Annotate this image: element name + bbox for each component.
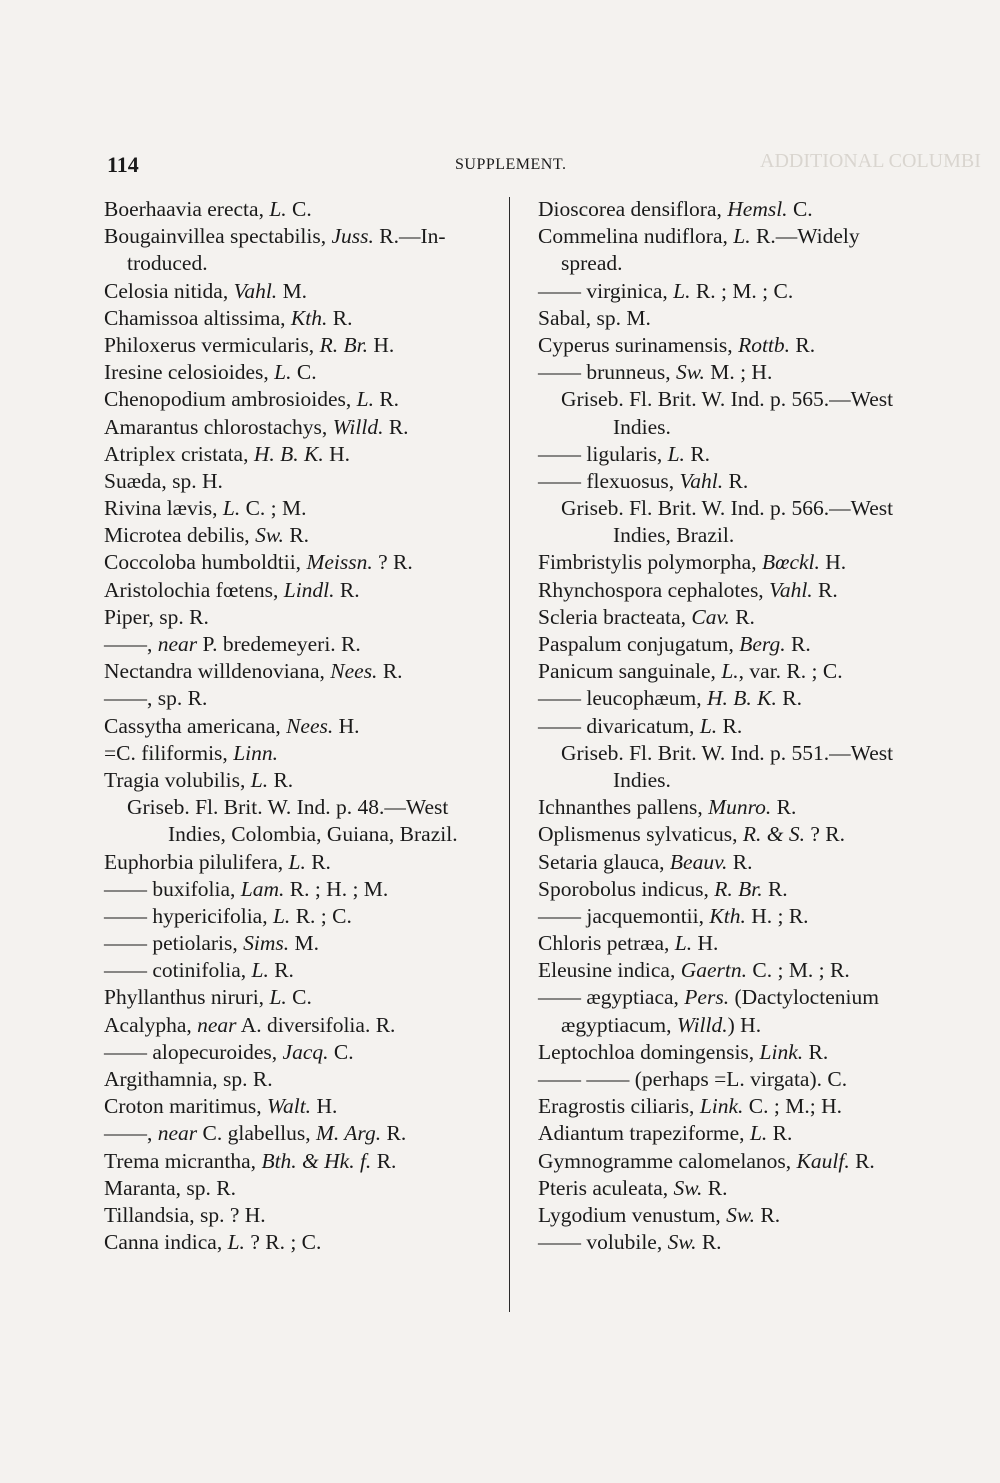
authority-abbrev: Vahl.: [233, 278, 278, 303]
text-line: [104, 1148, 509, 1175]
text-line: [538, 414, 968, 441]
entry-text: —— leucophæum,: [538, 686, 707, 711]
entry-text: —— ægyptiaca,: [538, 985, 685, 1010]
entry-text: ? R.: [804, 822, 845, 847]
entry-text: M.: [289, 931, 320, 956]
entry-text: Griseb. Fl. Brit. W. Ind. p. 565.—West: [561, 387, 894, 412]
text-line: [538, 196, 968, 223]
authority-abbrev: H. B. K.: [253, 441, 324, 466]
entry-text: Phyllanthus niruri,: [104, 985, 270, 1010]
entry-text: C.: [291, 360, 317, 385]
entry-text: R.: [373, 387, 400, 412]
text-line: [104, 196, 509, 223]
authority-abbrev: Link.: [699, 1094, 744, 1119]
entry-text: Tillandsia, sp. ? H.: [104, 1202, 266, 1227]
entry-text: R.: [305, 849, 331, 874]
text-line: [104, 876, 509, 903]
text-line: [538, 740, 968, 767]
entry-text: Argithamnia, sp. R.: [104, 1067, 273, 1091]
authority-abbrev: L.: [288, 849, 306, 874]
entry-text: C.: [286, 985, 312, 1010]
entry-text: R.: [283, 523, 310, 548]
authority-abbrev: Rottb.: [738, 332, 791, 357]
entry-text: H.: [311, 1094, 338, 1119]
authority-abbrev: Juss.: [331, 224, 374, 249]
text-line: [538, 1012, 968, 1039]
entry-text: Paspalum conjugatum,: [538, 632, 740, 656]
authority-abbrev: Bœckl.: [761, 550, 820, 575]
text-line: [104, 441, 509, 468]
authority-abbrev: near: [157, 1121, 198, 1146]
text-line: [104, 984, 509, 1011]
authority-abbrev: Nees.: [330, 659, 378, 684]
text-line: [104, 930, 509, 957]
entry-text: Sporobolus indicus,: [538, 876, 715, 901]
entry-text: R.: [776, 686, 802, 711]
text-line: [104, 1039, 509, 1066]
text-line: [104, 522, 509, 549]
text-line: [538, 468, 968, 495]
entry-text: Croton maritimus,: [104, 1094, 268, 1119]
authority-abbrev: L.: [269, 197, 287, 221]
text-line: [104, 549, 509, 576]
entry-text: R.: [812, 577, 838, 602]
authority-abbrev: Sims.: [243, 931, 290, 956]
entry-text: Fimbristylis polymorpha,: [538, 550, 762, 575]
entry-text: R.: [755, 1202, 781, 1227]
entry-text: R.: [790, 332, 816, 357]
entry-text: C. ; M.; H.: [743, 1094, 842, 1119]
text-line: [104, 468, 509, 495]
text-line: [538, 794, 968, 821]
text-line: [104, 1012, 509, 1039]
authority-abbrev: near: [197, 1012, 237, 1037]
entry-text: C. glabellus,: [197, 1121, 317, 1146]
entry-text: R.: [717, 713, 743, 738]
entry-text: Atriplex cristata,: [104, 441, 254, 466]
text-line: [538, 1093, 968, 1120]
text-line: [538, 685, 968, 712]
entry-text: R.: [371, 1148, 397, 1173]
authority-abbrev: Kth.: [709, 903, 746, 928]
text-line: [104, 332, 509, 359]
entry-text: C.: [328, 1039, 354, 1064]
entry-text: H.: [692, 931, 719, 956]
entry-text: —— divaricatum,: [538, 713, 700, 738]
entry-text: Rivina lævis,: [104, 496, 223, 521]
entry-text: Griseb. Fl. Brit. W. Ind. p. 551.—West: [561, 740, 894, 765]
entry-text: H.: [819, 550, 847, 575]
authority-abbrev: Nees.: [286, 713, 334, 738]
entry-text: Iresine celosioides,: [104, 360, 275, 385]
entry-text: R.: [785, 632, 811, 656]
entry-text: Leptochloa domingensis,: [538, 1039, 760, 1064]
text-line: [104, 658, 509, 685]
authority-abbrev: L.: [673, 278, 691, 303]
text-line: [538, 1175, 968, 1202]
text-line: [538, 821, 968, 848]
entry-text: Griseb. Fl. Brit. W. Ind. p. 48.—West: [127, 795, 449, 820]
text-line: [104, 631, 509, 658]
entry-text: Cyperus surinamensis,: [538, 332, 739, 357]
entry-text: Rhynchospora cephalotes,: [538, 577, 770, 602]
entry-text: R.—In-: [373, 224, 446, 249]
text-line: [538, 1229, 968, 1256]
entry-text: R.: [702, 1175, 728, 1200]
authority-abbrev: Jacq.: [282, 1039, 329, 1064]
text-line: [104, 1093, 509, 1120]
entry-text: ) H.: [727, 1012, 762, 1037]
authority-abbrev: L.: [272, 903, 291, 928]
entry-text: —— alopecuroides,: [104, 1039, 283, 1064]
entry-text: Panicum sanguinale,: [538, 659, 722, 684]
entry-text: ? R.: [372, 550, 413, 575]
authority-abbrev: L.: [274, 360, 292, 385]
authority-abbrev: Hemsl.: [727, 197, 788, 221]
text-line: [104, 821, 509, 848]
entry-text: Indies, Brazil.: [613, 523, 735, 548]
column-divider: [509, 197, 510, 1312]
entry-text: Eleusine indica,: [538, 958, 681, 983]
authority-abbrev: Cav.: [691, 604, 730, 629]
text-line: [538, 849, 968, 876]
entry-text: Setaria glauca,: [538, 849, 670, 874]
text-line: [104, 849, 509, 876]
authority-abbrev: L.: [222, 496, 241, 521]
entry-text: C.: [286, 197, 312, 221]
authority-abbrev: Gaertn.: [680, 958, 747, 983]
authority-abbrev: R. Br.: [319, 332, 368, 357]
entry-text: R. ; M. ; C.: [690, 278, 794, 303]
entry-text: ——, sp. R.: [104, 686, 208, 711]
entry-text: , var. R. ; C.: [738, 659, 843, 684]
entry-text: R.: [767, 1121, 793, 1146]
entry-text: Adiantum trapeziforme,: [538, 1121, 750, 1146]
entry-text: Acalypha,: [104, 1012, 198, 1037]
text-line: [538, 495, 968, 522]
text-line: [538, 631, 968, 658]
entry-text: —— cotinifolia,: [104, 958, 252, 983]
text-line: [538, 658, 968, 685]
text-line: [538, 223, 968, 250]
entry-text: Bougainvillea spectabilis,: [104, 224, 332, 249]
text-line: [104, 794, 509, 821]
entry-text: Indies.: [613, 767, 671, 792]
entry-text: R.: [268, 767, 294, 792]
entry-text: R.: [727, 849, 753, 874]
entry-text: H.: [333, 713, 360, 738]
entry-text: Trema micrantha,: [104, 1148, 262, 1173]
entry-text: Boerhaavia erecta,: [104, 197, 270, 221]
text-line: [104, 250, 509, 277]
entry-text: R.: [771, 795, 797, 820]
authority-abbrev: Walt.: [267, 1094, 312, 1119]
text-line: [538, 250, 968, 277]
text-line: [104, 740, 509, 767]
text-line: [104, 685, 509, 712]
authority-abbrev: Sw.: [675, 360, 705, 385]
entry-text: R.: [762, 876, 788, 901]
entry-text: Oplismenus sylvaticus,: [538, 822, 743, 847]
text-line: [104, 604, 509, 631]
entry-text: Pteris aculeata,: [538, 1175, 674, 1200]
entry-text: H. ; R.: [745, 903, 809, 928]
entry-text: R.: [383, 414, 409, 439]
entry-text: —— buxifolia,: [104, 876, 241, 901]
entry-text: R.: [684, 441, 711, 466]
text-line: [538, 278, 968, 305]
text-line: [538, 767, 968, 794]
entry-text: —— hypericifolia,: [104, 903, 273, 928]
authority-abbrev: Pers.: [684, 985, 730, 1010]
text-line: [104, 1229, 509, 1256]
text-line: [538, 1039, 968, 1066]
authority-abbrev: H. B. K.: [707, 686, 777, 711]
authority-abbrev: Berg.: [739, 632, 786, 656]
entry-text: Chamissoa altissima,: [104, 305, 291, 330]
left-column: [104, 196, 509, 1256]
text-line: [538, 984, 968, 1011]
running-head: SUPPLEMENT.: [455, 156, 567, 173]
entry-text: —— volubile,: [538, 1230, 668, 1255]
text-line: [104, 1120, 509, 1147]
entry-text: R.: [803, 1039, 829, 1064]
authority-abbrev: Beauv.: [669, 849, 728, 874]
entry-text: R.: [849, 1148, 875, 1173]
text-line: [538, 930, 968, 957]
entry-text: C. ; M.: [240, 496, 307, 521]
authority-abbrev: L.: [251, 958, 269, 983]
entry-text: Chloris petræa,: [538, 931, 675, 956]
text-line: [104, 278, 509, 305]
text-line: [538, 876, 968, 903]
entry-text: ——,: [104, 632, 158, 656]
text-line: [538, 1148, 968, 1175]
authority-abbrev: L.: [250, 767, 269, 792]
authority-abbrev: Linn.: [233, 740, 278, 765]
entry-text: R.: [377, 659, 403, 684]
text-line: [104, 903, 509, 930]
entry-text: R.: [723, 468, 749, 493]
text-line: [104, 767, 509, 794]
entry-text: (Dactyloctenium: [729, 985, 879, 1010]
entry-text: R.: [729, 604, 755, 629]
text-line: [104, 577, 509, 604]
authority-abbrev: R. & S.: [742, 822, 805, 847]
entry-text: Microtea debilis,: [104, 523, 256, 548]
authority-abbrev: Vahl.: [679, 468, 724, 493]
entry-text: spread.: [561, 251, 623, 276]
entry-text: Griseb. Fl. Brit. W. Ind. p. 566.—West: [561, 496, 894, 521]
entry-text: Gymnogramme calomelanos,: [538, 1148, 797, 1173]
authority-abbrev: Kaulf.: [796, 1148, 850, 1173]
authority-abbrev: Munro.: [708, 795, 772, 820]
entry-text: Sabal, sp. M.: [538, 305, 651, 330]
entry-text: Philoxerus vermicularis,: [104, 332, 320, 357]
entry-text: R. ; C.: [290, 903, 352, 928]
entry-text: —— jacquemontii,: [538, 903, 710, 928]
authority-abbrev: L.: [733, 224, 751, 249]
authority-abbrev: Link.: [759, 1039, 804, 1064]
authority-abbrev: L.: [674, 931, 693, 956]
authority-abbrev: Sw.: [667, 1230, 697, 1255]
text-line: [538, 359, 968, 386]
entry-text: Dioscorea densiflora,: [538, 197, 728, 221]
entry-text: =C. filiformis,: [104, 740, 234, 765]
page-number: 114: [107, 152, 139, 177]
entry-text: C. ; M. ; R.: [747, 958, 850, 983]
authority-abbrev: L.: [227, 1230, 245, 1255]
text-line: [538, 305, 968, 332]
entry-text: P. bredemeyeri. R.: [197, 632, 361, 656]
text-line: [538, 441, 968, 468]
authority-abbrev: Kth.: [290, 305, 328, 330]
authority-abbrev: Lam.: [240, 876, 285, 901]
entry-text: C.: [787, 197, 813, 221]
entry-text: R. ; H. ; M.: [284, 876, 389, 901]
text-line: [104, 495, 509, 522]
entry-text: M.: [277, 278, 308, 303]
entry-text: —— ligularis,: [538, 441, 668, 466]
entry-text: —— flexuosus,: [538, 468, 680, 493]
entry-text: Euphorbia pilulifera,: [104, 849, 289, 874]
text-line: [104, 713, 509, 740]
text-line: [104, 1175, 509, 1202]
entry-text: Indies, Colombia, Guiana, Brazil.: [168, 822, 458, 847]
text-line: [104, 223, 509, 250]
text-line: [538, 522, 968, 549]
text-line: [104, 957, 509, 984]
text-line: [538, 577, 968, 604]
authority-abbrev: L.: [749, 1121, 768, 1146]
authority-abbrev: L.: [356, 387, 374, 412]
authority-abbrev: L.: [699, 713, 718, 738]
entry-text: Nectandra willdenoviana,: [104, 659, 331, 684]
text-line: [104, 386, 509, 413]
authority-abbrev: Sw.: [726, 1202, 755, 1227]
text-line: [538, 1120, 968, 1147]
authority-abbrev: Bth. & Hk. f.: [261, 1148, 372, 1173]
text-line: [538, 332, 968, 359]
authority-abbrev: Willd.: [332, 414, 384, 439]
authority-abbrev: L.: [721, 659, 739, 684]
entry-text: —— —— (perhaps =L. virgata). C.: [538, 1067, 848, 1091]
text-line: [538, 713, 968, 740]
text-line: [538, 1202, 968, 1229]
entry-text: Cassytha americana,: [104, 713, 287, 738]
entry-text: M. ; H.: [704, 360, 773, 385]
text-line: [538, 1066, 968, 1093]
entry-text: Coccoloba humboldtii,: [104, 550, 307, 575]
entry-text: ægyptiacum,: [561, 1012, 677, 1037]
authority-abbrev: Vahl.: [769, 577, 813, 602]
entry-text: Piper, sp. R.: [104, 604, 209, 629]
authority-abbrev: L.: [667, 441, 685, 466]
authority-abbrev: Meissn.: [306, 550, 373, 575]
text-line: [104, 414, 509, 441]
entry-text: Ichnanthes pallens,: [538, 795, 709, 820]
entry-text: Lygodium venustum,: [538, 1202, 727, 1227]
entry-text: Maranta, sp. R.: [104, 1175, 236, 1200]
entry-text: R.: [334, 577, 360, 602]
authority-abbrev: M. Arg.: [316, 1121, 382, 1146]
authority-abbrev: Sw.: [255, 523, 284, 548]
entry-text: Canna indica,: [104, 1230, 228, 1255]
entry-text: R.: [381, 1121, 407, 1146]
entry-text: Suæda, sp. H.: [104, 468, 223, 493]
text-line: [104, 359, 509, 386]
entry-text: R.: [696, 1230, 722, 1255]
authority-abbrev: Willd.: [676, 1012, 728, 1037]
text-line: [104, 305, 509, 332]
entry-text: Aristolochia fœtens,: [104, 577, 284, 602]
entry-text: H.: [367, 332, 395, 357]
text-line: [538, 957, 968, 984]
text-line: [104, 1202, 509, 1229]
authority-abbrev: Lindl.: [283, 577, 335, 602]
authority-abbrev: near: [157, 632, 198, 656]
text-line: [104, 1066, 509, 1093]
entry-text: Indies.: [613, 414, 671, 439]
entry-text: R.—Widely: [750, 224, 860, 249]
entry-text: R.: [327, 305, 353, 330]
entry-text: A. diversifolia. R.: [236, 1012, 396, 1037]
text-line: [538, 903, 968, 930]
entry-text: H.: [323, 441, 351, 466]
authority-abbrev: L.: [269, 985, 287, 1010]
entry-text: ——,: [104, 1121, 158, 1146]
entry-text: R.: [268, 958, 294, 983]
bleed-through-text: ADDITIONAL COLUMBI: [760, 150, 981, 172]
text-line: [538, 604, 968, 631]
right-column: [538, 196, 968, 1256]
entry-text: Amarantus chlorostachys,: [104, 414, 333, 439]
entry-text: Celosia nitida,: [104, 278, 234, 303]
text-line: [538, 549, 968, 576]
entry-text: Tragia volubilis,: [104, 767, 251, 792]
entry-text: Scleria bracteata,: [538, 604, 692, 629]
authority-abbrev: R. Br.: [714, 876, 763, 901]
entry-text: Commelina nudiflora,: [538, 224, 734, 249]
entry-text: —— petiolaris,: [104, 931, 244, 956]
entry-text: ? R. ; C.: [244, 1230, 322, 1255]
authority-abbrev: Sw.: [673, 1175, 703, 1200]
entry-text: —— virginica,: [538, 278, 674, 303]
entry-text: Chenopodium ambrosioides,: [104, 387, 357, 412]
entry-text: —— brunneus,: [538, 360, 676, 385]
text-line: [538, 386, 968, 413]
entry-text: troduced.: [127, 251, 208, 276]
entry-text: Eragrostis ciliaris,: [538, 1094, 700, 1119]
